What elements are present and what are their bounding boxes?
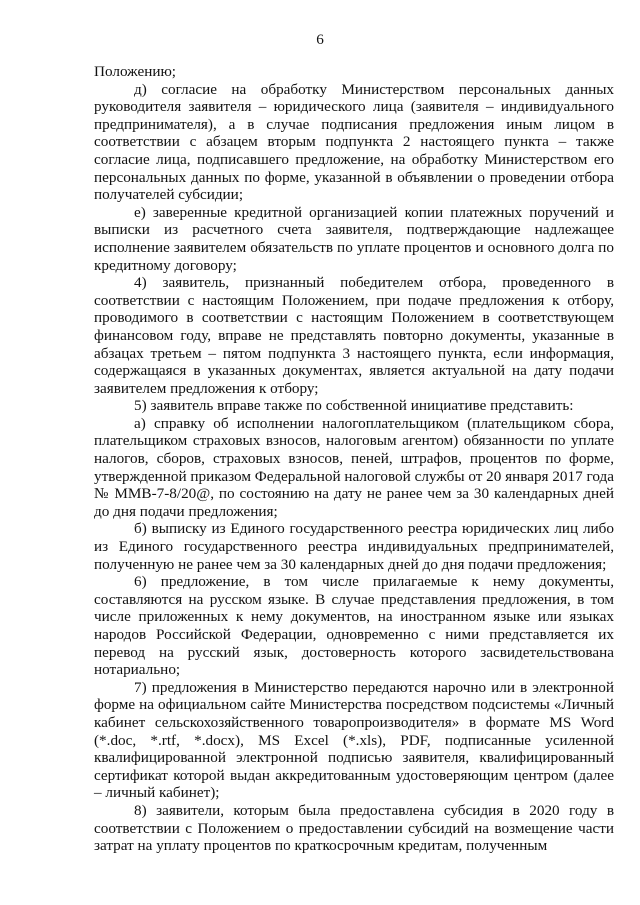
document-body [94,63,614,855]
paragraph-item-4: 4) заявитель, признанный победителем отбора, проведенного в соответствии с настоящим Положением, при подаче предложения к отбору, проводимого в соответствии с настоящим Положением в соответствующем финансовом году, вправе не представлять повторно документы, указанные в абзацах третьем – пятом подпункта 3 настоящего пункта, если информация, содержащаяся в указанных документах, является актуальной на дату подачи заявителем предложения к отбору; [94,274,614,397]
paragraph-item-5a: а) справку об исполнении налогоплательщиком (плательщиком сбора, плательщиком страховых взносов, налоговым агентом) обязанности по уплате налогов, сборов, страховых взносов, пеней, штрафов, процентов по форме, утвержденной приказом Федеральной налоговой службы от 20 января 2017 года № ММВ-7-8/20@, по состоянию на дату не ранее чем за 30 календарных дней до дня подачи предложения; [94,414,614,520]
paragraph-item-e: е) заверенные кредитной организацией копии платежных поручений и выписки из расчетного счета заявителя, подтверждающие надлежащее исполнение заявителем обязательств по уплате процентов и основного долга по кредитному договору; [94,203,614,274]
paragraph-item-5: 5) заявитель вправе также по собственной инициативе представить: [134,397,574,415]
paragraph-item-5b: б) выписку из Единого государственного реестра юридических лиц либо из Единого государственного реестра индивидуальных предпринимателей, полученную не ранее чем за 30 календарных дней до дня подачи предложения; [94,520,614,573]
page-number: 6 [316,31,324,48]
paragraph-item-7: 7) предложения в Министерство передаются нарочно или в электронной форме на официальном сайте Министерства посредством подсистемы «Личный кабинет сельскохозяйственного товаропроизводителя» в формате MS Word (*.doc, *.rtf, *.docx), MS Excel (*.xls), PDF, подписанные усиленной квалифицированной электронной подписью заявителя, квалифицированный сертификат которой выдан аккредитованным удостоверяющим центром (далее – личный кабинет); [94,678,614,802]
paragraph-item-8: 8) заявители, которым была предоставлена субсидия в 2020 году в соответствии с Положением о предоставлении субсидий на возмещение части затрат на уплату процентов по краткосрочным кредитам, полученным [94,801,614,855]
paragraph-item-6: 6) предложение, в том числе прилагаемые к нему документы, составляются на русском языке. В случае представления предложения, в том числе приложенных к нему документов, на иностранном языке или языках народов Российской Федерации, одновременно с ними представляется их перевод на русский язык, достоверность которого засвидетельствована нотариально; [94,573,614,679]
paragraph-continuation: Положению; [94,63,177,80]
paragraph-item-d: д) согласие на обработку Министерством персональных данных руководителя заявителя – юридического лица (заявителя – индивидуального предпринимателя), а в случае подписания предложения иным лицом в соответствии с абзацем вторым подпункта 2 настоящего пункта – также согласие лица, подписавшего предложение, на обработку Министерством его персональных данных по форме, указанной в объявлении о проведении отбора получателей субсидии; [94,80,614,204]
